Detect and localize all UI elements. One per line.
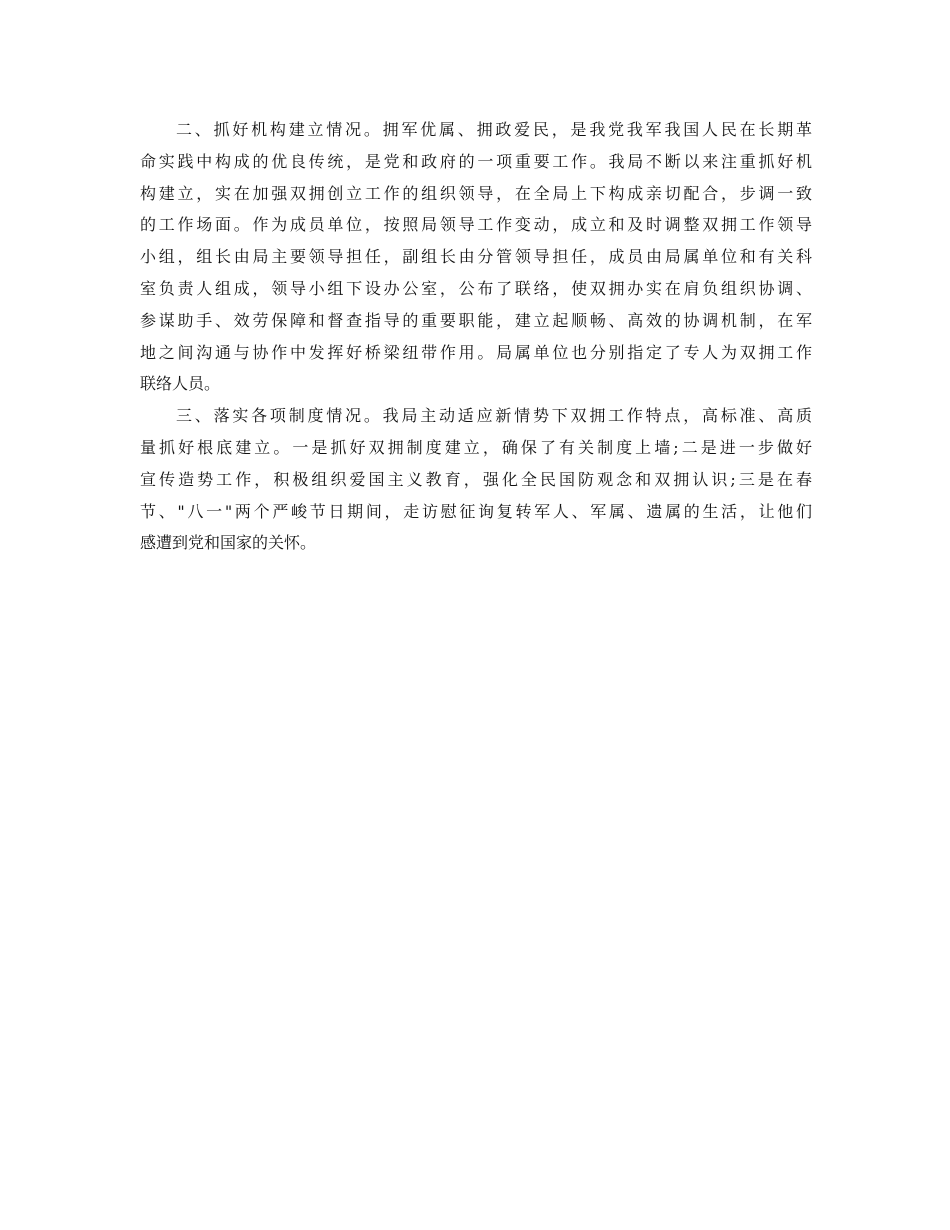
text-line: 二、抓好机构建立情况。拥军优属、拥政爱民，是我党我军我国人民在长期革	[176, 120, 812, 139]
text-line: 的工作场面。作为成员单位，按照局领导工作变动，成立和及时调整双拥工作领导	[140, 215, 812, 235]
document-body	[140, 114, 812, 559]
text-line: 地之间沟通与协作中发挥好桥梁纽带作用。局属单位也分别指定了专人为双拥工作	[140, 342, 812, 362]
text-line: 构建立，实在加强双拥创立工作的组织领导，在全局上下构成亲切配合，步调一致	[140, 183, 812, 203]
text-line: 宣传造势工作，积极组织爱国主义教育，强化全民国防观念和双拥认识;三是在春	[140, 469, 812, 489]
text-line: 参谋助手、效劳保障和督查指导的重要职能，建立起顺畅、高效的协调机制，在军	[140, 310, 812, 330]
text-line: 三、落实各项制度情况。我局主动适应新情势下双拥工作特点，高标准、高质	[176, 406, 812, 426]
text-line: 感遭到党和国家的关怀。	[140, 533, 317, 553]
paragraph-section-two	[140, 114, 812, 400]
text-line: 联络人员。	[140, 374, 221, 394]
text-line: 小组，组长由局主要领导担任，副组长由分管领导担任，成员由局属单位和有关科	[140, 247, 812, 267]
text-line: 节、"八一"两个严峻节日期间，走访慰征询复转军人、军属、遗属的生活，让他们	[140, 501, 812, 521]
text-line: 命实践中构成的优良传统，是党和政府的一项重要工作。我局不断以来注重抓好机	[140, 151, 812, 171]
text-line: 量抓好根底建立。一是抓好双拥制度建立，确保了有关制度上墙;二是进一步做好	[140, 437, 812, 457]
paragraph-section-three	[140, 400, 812, 559]
text-line: 室负责人组成，领导小组下设办公室，公布了联络，使双拥办实在肩负组织协调、	[140, 278, 812, 298]
